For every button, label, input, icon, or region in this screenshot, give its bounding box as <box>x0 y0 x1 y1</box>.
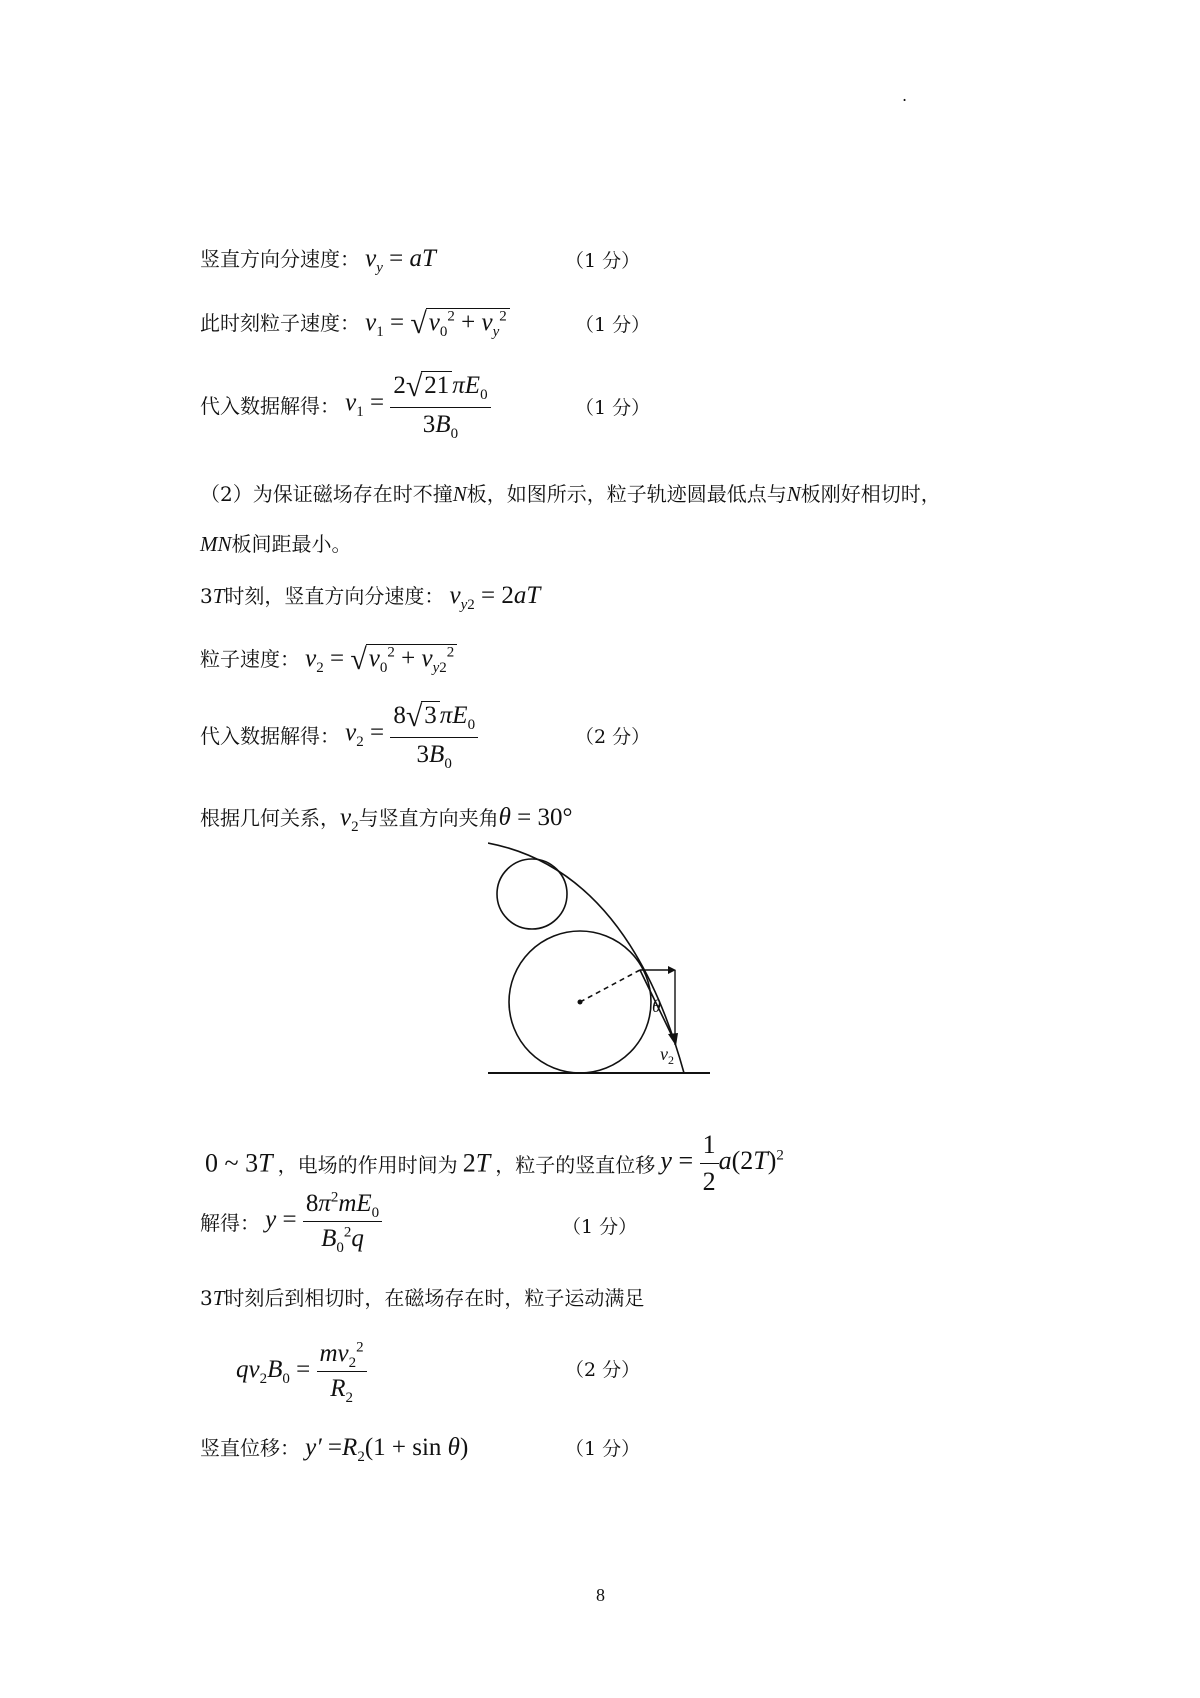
line-particle-speed-2 <box>200 643 457 677</box>
line-v2-result <box>200 700 478 772</box>
line-y-result <box>200 1189 382 1256</box>
label-particle-speed: 此时刻粒子速度： <box>200 311 360 335</box>
line-lorentz <box>236 1339 367 1406</box>
para-2-line2 <box>200 528 352 557</box>
formula-vy: $v_y$ = aT <box>365 245 436 276</box>
small-circle <box>497 859 567 929</box>
para-2-text-b: 板，如图所示，粒子轨迹圆最低点与 <box>466 482 787 506</box>
label-vertical-velocity: 竖直方向分速度： <box>200 247 360 271</box>
para-2-line1 <box>200 478 941 507</box>
label-particle-speed-2: 粒子速度： <box>200 647 300 671</box>
label-geometry-a: 根据几何关系， <box>200 806 340 830</box>
v2-label: $v_2$ <box>660 1044 674 1067</box>
formula-theta: θ = 30° <box>498 804 573 831</box>
label-y-result: 解得： <box>200 1211 260 1235</box>
formula-vy2: $v_{y2} = 2aT$ <box>449 582 541 613</box>
line-3T-vertical-velocity <box>200 580 541 613</box>
label-v1-result: 代入数据解得： <box>200 394 340 418</box>
para-2-mn: MN <box>200 532 232 556</box>
line-geometry <box>200 802 573 835</box>
para-2-n1: N <box>452 482 467 506</box>
line-after-3t: 3T时刻后到相切时，在磁场存在时，粒子运动满足 <box>200 1286 645 1310</box>
formula-lorentz: $qv_2B_0$ = $\frac{mv_2^2}{R_2}$ <box>236 1356 367 1383</box>
line-displacement <box>205 1130 784 1197</box>
score-7: （1 分） <box>565 1438 641 1460</box>
formula-v2-result: $v_2$ = $\frac{8√3 \pi E_0}{3B_0}$ <box>345 719 478 746</box>
formula-v2-sqrt: $v_2 = √v_0^2 + v_{y2}^2$ <box>305 645 457 672</box>
radius-dashed <box>580 970 640 1002</box>
formula-v1-sqrt: $v_1 = √v_0^2 + v_y^2$ <box>365 309 510 336</box>
score-6: （2 分） <box>565 1359 641 1381</box>
theta-label: θ <box>652 996 661 1016</box>
para-2-text-d: 板间距最小。 <box>231 532 352 556</box>
score-4: （2 分） <box>575 726 651 748</box>
score-5: （1 分） <box>562 1216 638 1238</box>
formula-y-prime: $y' =R_2(1 + \sin \theta)$ <box>305 1434 469 1465</box>
formula-0-3t: 0 ~ 3T <box>205 1148 273 1178</box>
label-v2-result: 代入数据解得： <box>200 724 340 748</box>
v2-arrow-head <box>668 1033 678 1046</box>
header-mark: . <box>902 86 908 105</box>
label-displacement-a: ，电场的作用时间为 <box>277 1153 458 1177</box>
page-number: 8 <box>596 1585 605 1605</box>
para-2-text-c: 板刚好相切时， <box>800 482 941 506</box>
label-3t: 3T时刻，竖直方向分速度： <box>200 584 445 608</box>
para-2-text-a: （2）为保证磁场存在时不撞 <box>200 482 453 506</box>
score-2: （1 分） <box>575 314 651 336</box>
trajectory-figure <box>488 840 710 1080</box>
symbol-v2: $v_2$ <box>340 804 359 835</box>
line-vertical-velocity <box>200 243 436 276</box>
trajectory-arc <box>488 843 684 1073</box>
label-vertical-displacement: 竖直位移： <box>200 1436 300 1460</box>
score-1: （1 分） <box>565 250 641 272</box>
label-displacement-b: ，粒子的竖直位移 <box>495 1153 656 1177</box>
line-particle-speed <box>200 307 510 341</box>
label-geometry-b: 与竖直方向夹角 <box>358 806 499 830</box>
line-vertical-displacement <box>200 1432 469 1465</box>
score-3: （1 分） <box>575 397 651 419</box>
formula-y: y = $\frac{1}{2}$ $a(2T)^2$ <box>660 1130 784 1196</box>
formula-v1-result: $v_1$ = $\frac{2√21 \pi E_0}{3B_0}$ <box>345 389 490 416</box>
line-v1-result <box>200 370 491 442</box>
para-2-n2: N <box>786 482 801 506</box>
formula-y-result: y = $\frac{8\pi^2mE_0}{B_0^2q}$ <box>265 1206 382 1233</box>
formula-2t: 2T <box>462 1148 491 1178</box>
